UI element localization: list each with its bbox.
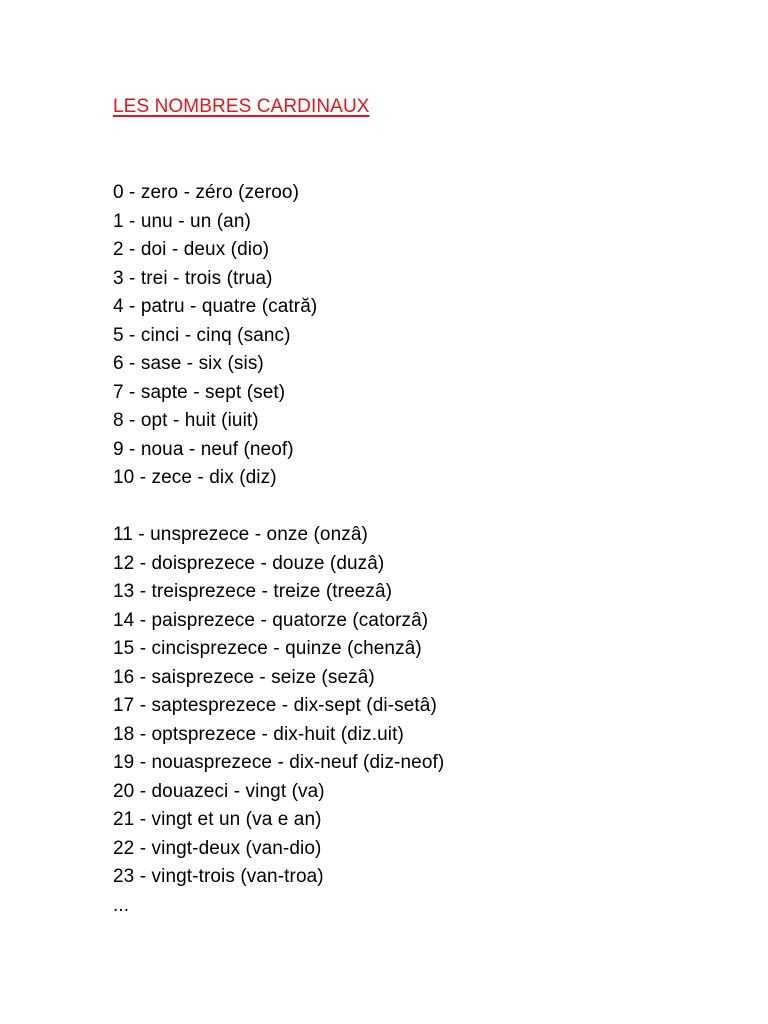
list-item: 7 - sapte - sept (set) [113,381,286,403]
list-item: 5 - cinci - cinq (sanc) [113,324,291,346]
list-item: 1 - unu - un (an) [113,210,251,232]
numbers-list-0-10 [113,179,317,493]
list-item: 14 - paisprezece - quatorze (catorzâ) [113,609,429,631]
list-item: 0 - zero - zéro (zeroo) [113,182,300,203]
list-item: 16 - saisprezece - seize (sezâ) [113,666,375,688]
list-item: 10 - zece - dix (diz) [113,467,277,488]
list-item: 6 - sase - six (sis) [113,353,264,374]
list-item: 23 - vingt-trois (van-troa) [113,866,324,887]
numbers-list-11-23 [113,521,444,920]
ellipsis-line: ... [113,894,130,916]
list-item: 13 - treisprezece - treize (treezâ) [113,581,393,602]
list-item: 8 - opt - huit (iuit) [113,410,259,431]
list-item: 21 - vingt et un (va e an) [113,809,322,830]
list-item: 18 - optsprezece - dix-huit (diz.uit) [113,723,404,745]
list-item: 3 - trei - trois (trua) [113,267,273,289]
list-item: 12 - doisprezece - douze (duzâ) [113,552,385,574]
list-item: 11 - unsprezece - onze (onzâ) [113,524,368,545]
list-item: 20 - douazeci - vingt (va) [113,780,325,802]
page-title: LES NOMBRES CARDINAUX [113,96,370,117]
list-item: 4 - patru - quatre (catră) [113,296,318,317]
list-item: 15 - cincisprezece - quinze (chenzâ) [113,638,422,659]
list-item: 17 - saptesprezece - dix-sept (di-setâ) [113,695,437,716]
list-item: 22 - vingt-deux (van-dio) [113,837,322,859]
list-item: 9 - noua - neuf (neof) [113,438,294,460]
list-item: 19 - nouasprezece - dix-neuf (diz-neof) [113,752,445,773]
list-item: 2 - doi - deux (dio) [113,239,270,260]
